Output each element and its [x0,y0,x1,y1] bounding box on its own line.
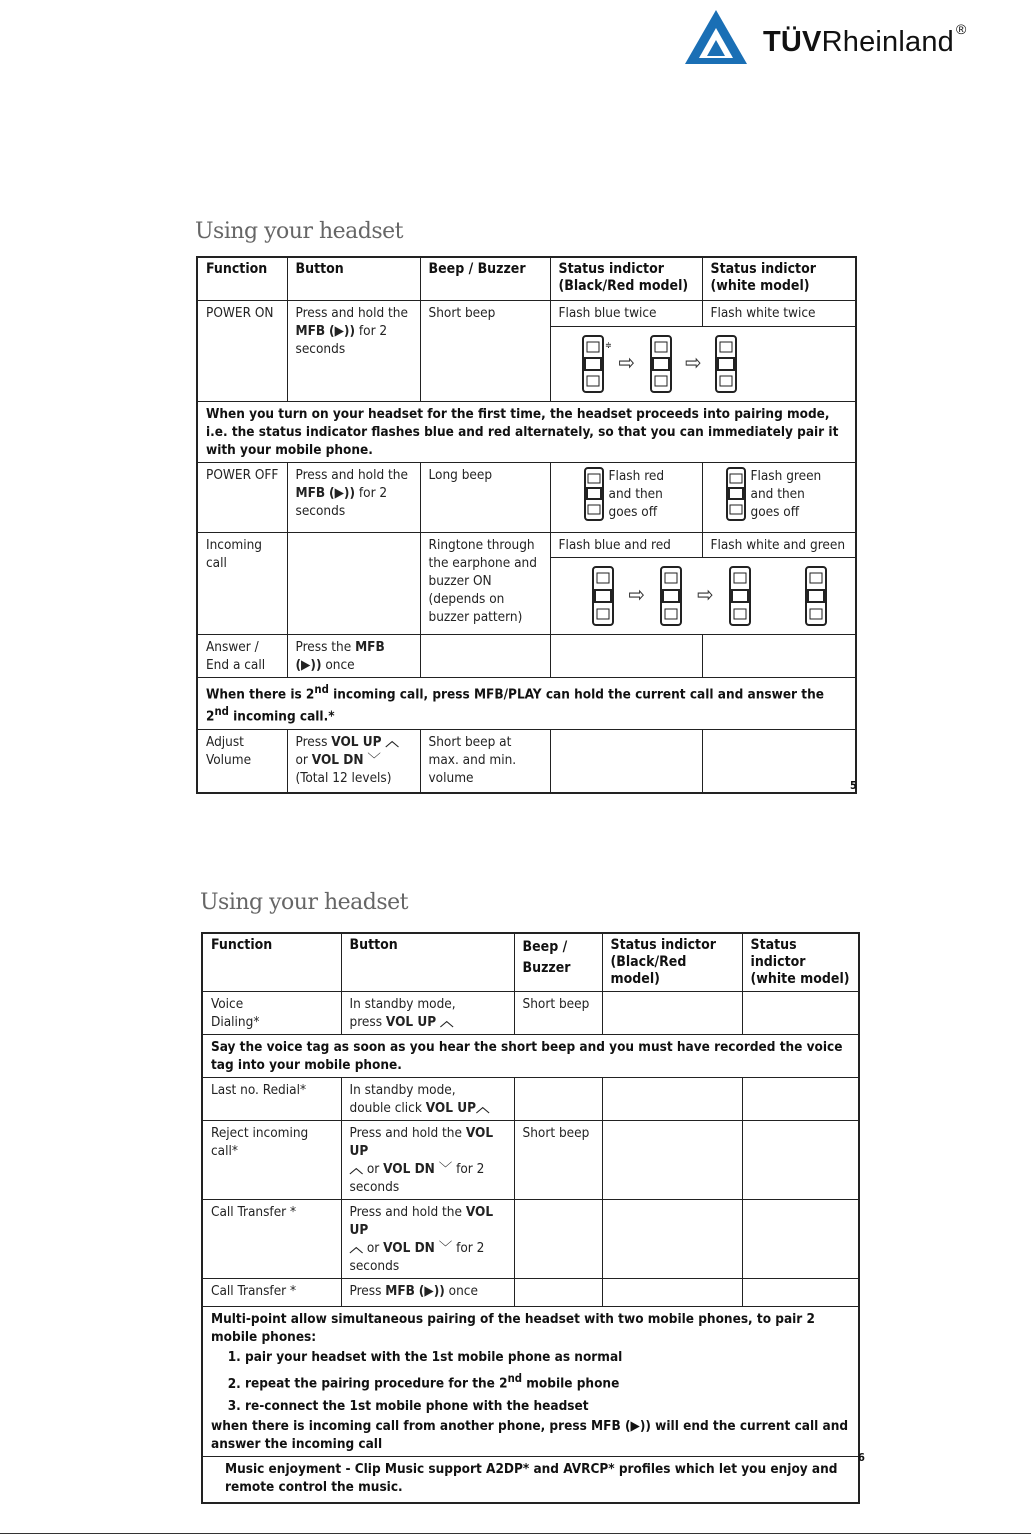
power-on-function: POWER ON [197,300,287,401]
adjust-button: Press VOL UP ︿ or VOL DN ﹀ (Total 12 levels) [287,729,420,793]
transfer2-white [742,1279,859,1307]
transfer2-black [602,1279,742,1307]
transfer2-beep [514,1279,602,1307]
reject-button: Press and hold the VOL UP ︿ or VOL DN ﹀ for 2 seconds [341,1121,514,1200]
mfb-icon: (▶)) [329,322,356,339]
headset-led-icon [802,565,830,627]
mfb-icon: (▶)) [329,484,356,501]
power-on-button: Press and hold the MFB (▶)) for 2 seconds [287,300,420,401]
page-number-5: 5 [850,779,857,792]
multipoint-step-2: 2. repeat the pairing procedure for the 2nd mobile phone [245,1368,850,1395]
chevron-down-icon: ﹀ [438,1161,453,1177]
chevron-up-icon: ︿ [385,733,399,750]
logo-wordmark: TÜVRheinland ® [763,21,967,58]
page5-heading: Using your headset [195,219,404,244]
voice-function: Voice Dialing* [202,992,341,1035]
transfer-white [742,1200,859,1279]
voice-black [602,992,742,1035]
chevron-up-icon: ︿ [349,1161,363,1177]
adjust-function: Adjust Volume [197,729,287,793]
header-status-black: Status indictor (Black/Red model) [550,257,702,300]
answer-beep [420,634,550,677]
header-function: Function [202,933,341,992]
arrow-right-icon: ⇨ [618,350,636,376]
music-note: Music enjoyment - Clip Music support A2DP* and AVRCP* profiles which let you enjoy and remote control the music. [202,1457,859,1503]
power-off-beep: Long beep [420,462,550,532]
multipoint-note: Multi-point allow simultaneous pairing of the headset with two mobile phones, to pair 2 mobile phones: 1. pair your headset with the 1st mobile phone as normal 2. repeat the pairing procedure for the 2nd mobile phone 3. re-connect the 1st mobile phone with the headset when there is incoming call from another phone, press MFB (▶)) will end the current call and answer the incoming call [202,1307,859,1457]
power-off-white: Flash green and then goes off [702,462,856,532]
triangle-logo-icon [683,8,749,68]
header-beep: Beep / Buzzer [420,257,550,300]
multipoint-step-1: 1. pair your headset with the 1st mobile phone as normal [245,1346,850,1368]
reject-white [742,1121,859,1200]
transfer-black [602,1200,742,1279]
transfer-beep [514,1200,602,1279]
incoming-white: Flash white and green [702,532,856,557]
pairing-note: When you turn on your headset for the first time, the headset proceeds into pairing mode, i.e. the status indicator flashes blue and red alternately, so that you can immediately pair it with your mobile phone. [197,401,856,462]
answer-button: Press the MFB (▶)) once [287,634,420,677]
transfer2-button: Press MFB (▶)) once [341,1279,514,1307]
header-status-white: Status indictor (white model) [702,257,856,300]
chevron-up-icon: ︿ [475,1100,490,1116]
incoming-button [287,532,420,634]
mfb-icon: (▶)) [295,656,322,673]
redial-function: Last no. Redial* [202,1078,341,1121]
redial-white [742,1078,859,1121]
reject-function: Reject incoming call* [202,1121,341,1200]
voice-tag-note: Say the voice tag as soon as you hear the short beep and you must have recorded the voice tag into your mobile phone. [202,1035,859,1078]
answer-white [702,634,856,677]
voice-beep: Short beep [514,992,602,1035]
headset-led-icon [712,334,742,394]
arrow-right-icon: ⇨ [628,582,646,608]
incoming-beep: Ringtone through the earphone and buzzer ON (depends on buzzer pattern) [420,532,550,634]
transfer-button: Press and hold the VOL UP ︿ or VOL DN ﹀ for 2 seconds [341,1200,514,1279]
voice-button: In standby mode, press VOL UP ︿ [341,992,514,1035]
answer-black [550,634,702,677]
redial-button: In standby mode, double click VOL UP︿ [341,1078,514,1121]
power-off-black: Flash red and then goes off [550,462,702,532]
chevron-up-icon: ︿ [439,1014,454,1030]
reject-black [602,1121,742,1200]
footer-divider [0,1533,1031,1534]
transfer-function: Call Transfer * [202,1200,341,1279]
svg-text:≑: ≑ [604,340,612,351]
header-status-white: Status indictor (white model) [742,933,859,992]
chevron-down-icon: ﹀ [438,1240,453,1256]
multipoint-outro: when there is incoming call from another phone, press MFB (▶)) will end the current call and answer the incoming call [211,1417,849,1452]
mfb-icon: (▶)) [418,1283,445,1299]
page6-heading: Using your headset [200,890,409,915]
headset-led-icon [579,334,612,394]
headset-led-icon [657,565,685,627]
header-function: Function [197,257,287,300]
redial-black [602,1078,742,1121]
headset-led-icon [726,565,754,627]
tuv-rheinland-logo [683,8,1013,68]
power-on-black: Flash blue twice [550,300,702,326]
incoming-black: Flash blue and red [550,532,702,557]
header-button: Button [341,933,514,992]
page6-table [201,932,860,1504]
power-on-beep: Short beep [420,300,550,401]
adjust-black [550,729,702,793]
page-number-6: 6 [858,1451,865,1464]
headset-led-icon [589,565,617,627]
transfer2-function: Call Transfer * [202,1279,341,1307]
mfb-icon: (▶)) [624,1417,651,1434]
chevron-down-icon: ﹀ [367,751,381,768]
power-on-led-diagram [550,326,856,401]
adjust-white [702,729,856,793]
adjust-beep: Short beep at max. and min. volume [420,729,550,793]
arrow-right-icon: ⇨ [685,350,702,376]
voice-white [742,992,859,1035]
arrow-right-icon: ⇨ [697,582,714,608]
headset-led-icon [583,466,605,522]
headset-led-icon [725,466,747,522]
power-off-function: POWER OFF [197,462,287,532]
multipoint-step-3: 3. re-connect the 1st mobile phone with the headset [245,1395,850,1417]
header-beep: Beep / Buzzer [514,933,602,992]
power-on-white: Flash white twice [702,300,856,326]
incoming-function: Incoming call [197,532,287,634]
power-off-button: Press and hold the MFB (▶)) for 2 seconds [287,462,420,532]
header-button: Button [287,257,420,300]
redial-beep [514,1078,602,1121]
incoming-led-diagram [550,557,856,634]
answer-function: Answer / End a call [197,634,287,677]
second-call-note: When there is 2nd incoming call, press MFB/PLAY can hold the current call and answer the 2nd incoming call.* [197,677,856,729]
header-status-black: Status indictor (Black/Red model) [602,933,742,992]
reject-beep: Short beep [514,1121,602,1200]
headset-led-icon [645,334,675,394]
chevron-up-icon: ︿ [349,1240,363,1256]
page5-table [196,256,857,794]
